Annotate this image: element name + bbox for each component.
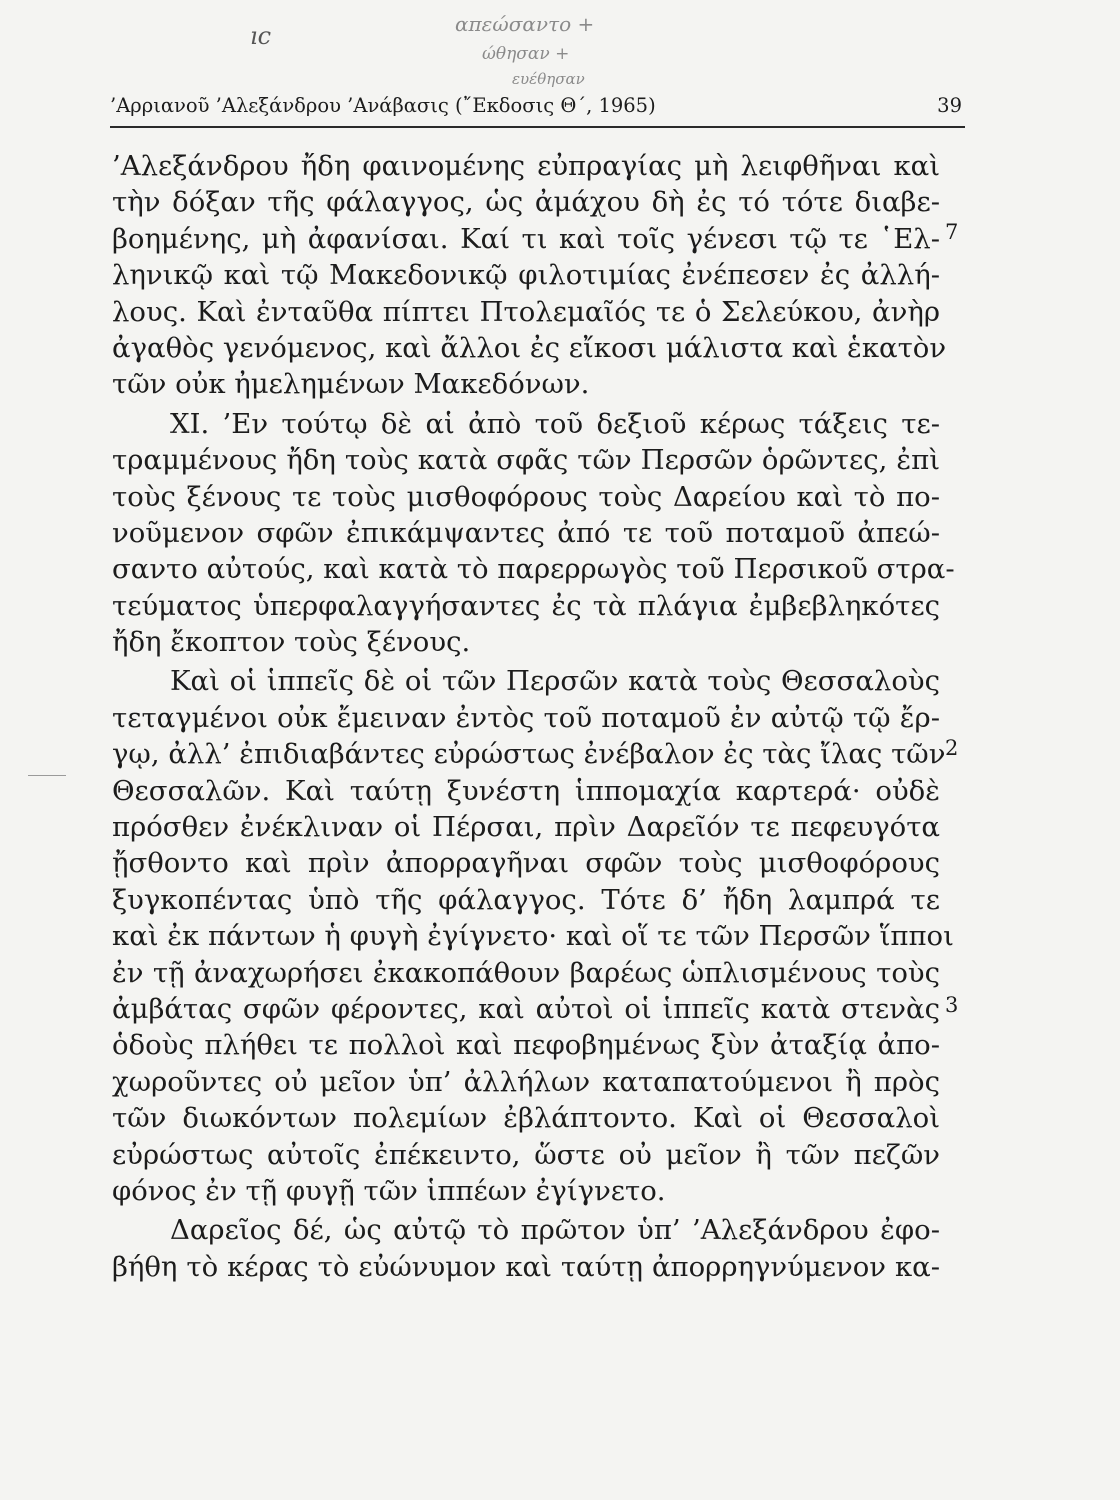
text-line: ξυγκοπέντας ὑπὸ τῆς φάλαγγος. Τότε δ’ ἤδη λαμπρά τε bbox=[112, 883, 940, 916]
text-line: Θεσσαλῶν. Καὶ ταύτῃ ξυνέστη ἱππομαχία καρτερά· οὐδὲ bbox=[112, 774, 940, 807]
text-line: πρόσθεν ἐνέκλιναν οἱ Πέρσαι, πρὶν Δαρεῖόν τε πεφευγότα bbox=[112, 811, 940, 844]
text-line: εὐρώστως αὐτοῖς ἐπέκειντο, ὥστε οὐ μεῖον ἢ τῶν πεζῶν bbox=[112, 1138, 940, 1171]
handwritten-note-line: ευέθησαν bbox=[512, 70, 585, 88]
text-line: βοημένης, μὴ ἀφανίσαι. Καί τι καὶ τοῖς γένεσι τῷ τε ῾Ελ- bbox=[112, 222, 940, 255]
text-line: νοῦμενον σφῶν ἐπικάμψαντες ἀπό τε τοῦ ποταμοῦ ἀπεώ- bbox=[112, 516, 940, 549]
text-line: σαντο αὐτούς, καὶ κατὰ τὸ παρερρωγὸς τοῦ Περσικοῦ στρα- bbox=[112, 553, 955, 586]
handwritten-note-line: απεώσαντο + bbox=[455, 12, 595, 36]
text-line: τεταγμένοι οὐκ ἔμειναν ἐντὸς τοῦ ποταμοῦ ἐν αὐτῷ τῷ ἔρ- bbox=[112, 701, 940, 734]
text-line: ἤδη ἔκοπτον τοὺς ξένους. bbox=[112, 626, 471, 659]
text-line: χωροῦντες οὐ μεῖον ὑπ’ ἀλλήλων καταπατούμενοι ἢ πρὸς bbox=[112, 1065, 940, 1098]
text-line: ᾔσθοντο καὶ πρὶν ἀπορραγῆναι σφῶν τοὺς μισθοφόρους bbox=[112, 847, 940, 880]
text-line: τεύματος ὑπερφαλαγγήσαντες ἐς τὰ πλάγια ἐμβεβληκότες bbox=[112, 589, 940, 622]
section-number: 3 bbox=[945, 993, 959, 1017]
running-head-title: ’Αρριανοῦ ’Αλεξάνδρου ’Ανάβασις (῎Εκδοσις Θ΄, 1965) bbox=[110, 94, 656, 117]
text-line: ληνικῷ καὶ τῷ Μακεδονικῷ φιλοτιμίας ἐνέπεσεν ἐς ἀλλή- bbox=[112, 259, 940, 292]
text-line: λους. Καὶ ἐνταῦθα πίπτει Πτολεμαῖός τε ὁ Σελεύκου, ἀνὴρ bbox=[112, 295, 940, 328]
pencil-margin-tick bbox=[28, 775, 66, 776]
text-line: φόνος ἐν τῇ φυγῇ τῶν ἱππέων ἐγίγνετο. bbox=[112, 1174, 666, 1207]
text-line: Δαρεῖος δέ, ὡς αὐτῷ τὸ πρῶτον ὑπ’ ’Αλεξάνδρου ἐφο- bbox=[170, 1214, 940, 1247]
text-line: γῳ, ἀλλ’ ἐπιδιαβάντες εὐρώστως ἐνέβαλον ἐς τὰς ἴλας τῶν bbox=[112, 738, 946, 771]
body-text bbox=[112, 148, 955, 1285]
text-line: ἀγαθὸς γενόμενος, καὶ ἄλλοι ἐς εἴκοσι μάλιστα καὶ ἑκατὸν bbox=[112, 331, 947, 364]
text-line: τῶν διωκόντων πολεμίων ἐβλάπτοντο. Καὶ οἱ Θεσσαλοὶ bbox=[112, 1102, 940, 1135]
text-line: ’Αλεξάνδρου ἤδη φαινομένης εὐπραγίας μὴ λειφθῆναι καὶ bbox=[112, 150, 940, 182]
text-line: καὶ ἐκ πάντων ἡ φυγὴ ἐγίγνετο· καὶ οἵ τε τῶν Περσῶν ἵπποι bbox=[112, 920, 954, 953]
text-line: τοὺς ξένους τε τοὺς μισθοφόρους τοὺς Δαρείου καὶ τὸ πο- bbox=[112, 480, 940, 513]
text-line: τὴν δόξαν τῆς φάλαγγος, ὡς ἀμάχου δὴ ἐς τό τότε διαβε- bbox=[112, 186, 940, 219]
running-head bbox=[110, 94, 962, 117]
text-line: τραμμένους ἤδη τοὺς κατὰ σφᾶς τῶν Περσῶν ὁρῶντες, ἐπὶ bbox=[112, 444, 940, 477]
text-line: Καὶ οἱ ἱππεῖς δὲ οἱ τῶν Περσῶν κατὰ τοὺς Θεσσαλοὺς bbox=[170, 665, 940, 698]
handwritten-corner-mark: ıc bbox=[250, 22, 272, 50]
section-number: 7 bbox=[945, 220, 959, 244]
text-line: τῶν οὐκ ἠμελημένων Μακεδόνων. bbox=[112, 368, 590, 401]
page-number: 39 bbox=[937, 94, 962, 117]
text-line: βήθη τὸ κέρας τὸ εὐώνυμον καὶ ταύτῃ ἀπορρηγνύμενον κα- bbox=[112, 1250, 940, 1283]
text-line: XI. ’Εν τούτῳ δὲ αἱ ἀπὸ τοῦ δεξιοῦ κέρως τάξεις τε- bbox=[170, 407, 940, 440]
text-line: ἐν τῇ ἀναχωρήσει ἐκακοπάθουν βαρέως ὡπλισμένους τοὺς bbox=[112, 956, 940, 989]
text-line: ἀμβάτας σφῶν φέροντες, καὶ αὐτοὶ οἱ ἱππεῖς κατὰ στενὰς bbox=[112, 992, 940, 1025]
header-rule bbox=[110, 126, 965, 128]
text-line: ὁδοὺς πλήθει τε πολλοὶ καὶ πεφοβημένως ξὺν ἀταξίᾳ ἀπο- bbox=[112, 1029, 940, 1062]
section-number: 2 bbox=[945, 736, 959, 760]
handwritten-note-line: ώθησαν + bbox=[482, 44, 570, 64]
